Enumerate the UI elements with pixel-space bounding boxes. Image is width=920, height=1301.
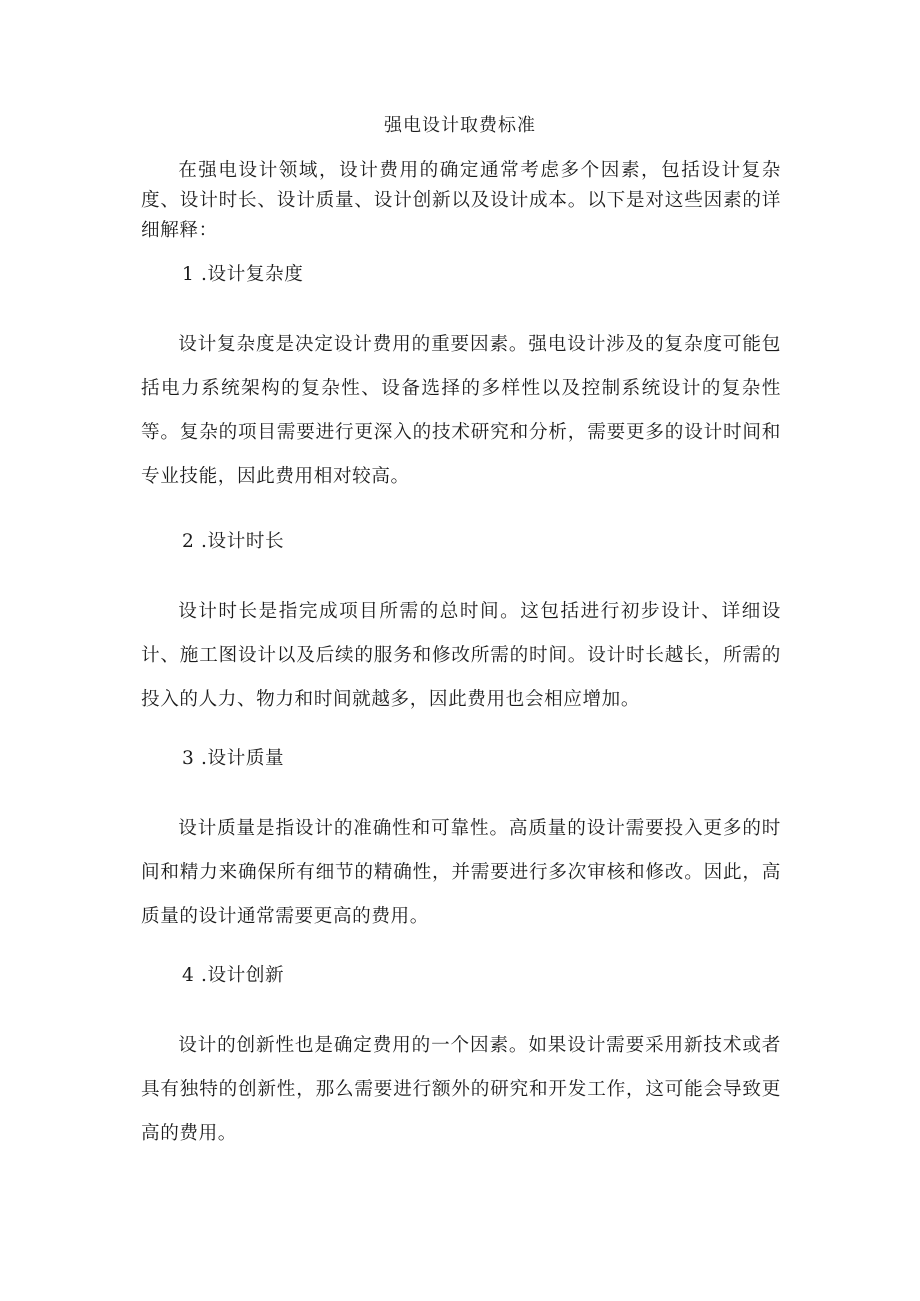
section-heading-innovation: 4 .设计创新 xyxy=(182,965,285,986)
document-title: 强电设计取费标准 xyxy=(384,115,536,136)
section-body-innovation: 设计的创新性也是确定费用的一个因素。如果设计需要采用新技术或者具有独特的创新性，那么需要进行额外的研究和开发工作，这可能会导致更高的费用。 xyxy=(141,1035,781,1144)
section-heading-quality: 3 .设计质量 xyxy=(182,748,285,769)
section-body-quality: 设计质量是指设计的准确性和可靠性。高质量的设计需要投入更多的时间和精力来确保所有细节的精确性，并需要进行多次审核和修改。因此，高质量的设计通常需要更高的费用。 xyxy=(141,818,781,927)
section-body-complexity: 设计复杂度是决定设计费用的重要因素。强电设计涉及的复杂度可能包括电力系统架构的复杂性、设备选择的多样性以及控制系统设计的复杂性等。复杂的项目需要进行更深入的技术研究和分析，需要更多的设计时间和专业技能，因此费用相对较高。 xyxy=(141,334,781,487)
section-heading-duration: 2 .设计时长 xyxy=(182,531,285,552)
section-body-duration: 设计时长是指完成项目所需的总时间。这包括进行初步设计、详细设计、施工图设计以及后续的服务和修改所需的时间。设计时长越长，所需的投入的人力、物力和时间就越多，因此费用也会相应增加。 xyxy=(141,601,781,710)
section-heading-complexity: 1 .设计复杂度 xyxy=(182,264,304,285)
intro-paragraph: 在强电设计领域，设计费用的确定通常考虑多个因素，包括设计复杂度、设计时长、设计质量、设计创新以及设计成本。以下是对这些因素的详细解释： xyxy=(141,160,781,241)
